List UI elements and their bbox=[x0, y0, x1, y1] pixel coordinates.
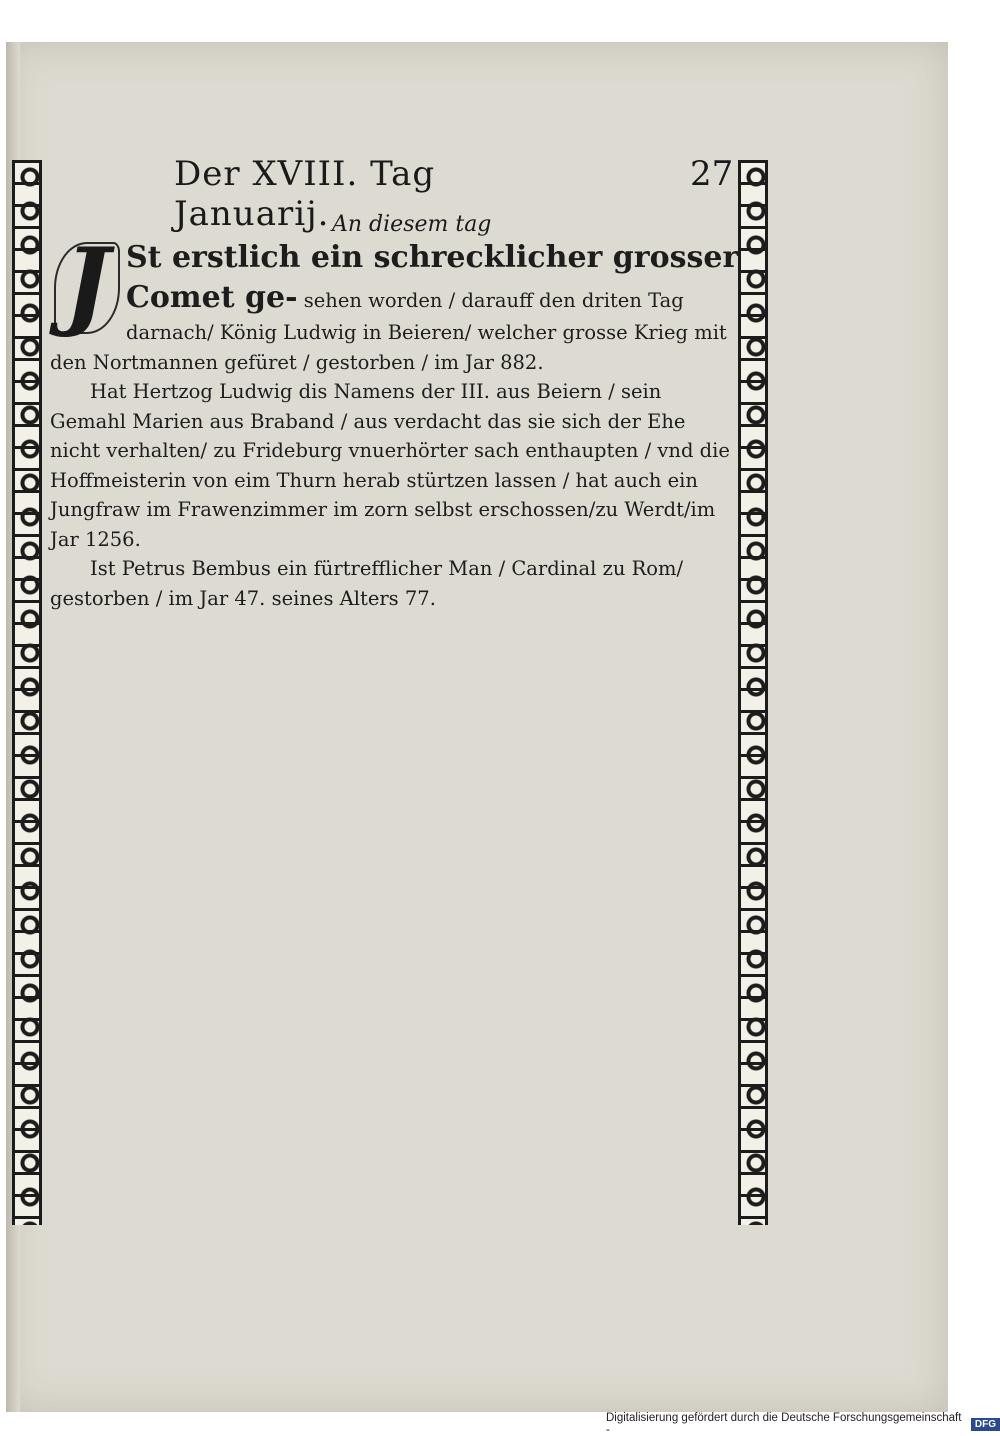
paragraph-1-first-line: St erstlich ein schrecklicher grosser Comet ge- bbox=[126, 240, 739, 315]
left-ornamental-border bbox=[12, 160, 42, 1225]
book-page bbox=[6, 42, 948, 1412]
page-title: Der XVIII. Tag Januarij. bbox=[174, 154, 436, 234]
footer-text: Digitalisierung gefördert durch die Deutsche Forschungsgemeinschaft - bbox=[606, 1412, 962, 1436]
subheading: An diesem tag bbox=[332, 212, 492, 237]
paragraph-1 bbox=[50, 238, 740, 377]
paragraph-1-rest: sehen worden / darauff den driten Tag darnach/ König Ludwig in Beieren/ welcher grosse Krieg mit den Nortmannen gefüret / gestorben / im Jar 882. bbox=[50, 289, 727, 374]
decorated-initial: J bbox=[54, 242, 120, 334]
right-ornamental-border bbox=[738, 160, 768, 1225]
page-number: 27 bbox=[690, 154, 734, 194]
funding-footer bbox=[606, 1414, 1000, 1434]
dfg-logo-icon: DFG bbox=[971, 1418, 1000, 1431]
paragraph-3: Ist Petrus Bembus ein fürtrefflicher Man / Cardinal zu Rom/ gestorben / im Jar 47. seines Alters 77. bbox=[50, 557, 684, 610]
paragraph-2: Hat Hertzog Ludwig dis Namens der III. aus Beiern / sein Gemahl Marien aus Braband / aus verdacht das sie sich der Ehe nicht verhalten/ zu Frideburg vnuerhörter sach enthaupten / vnd die Hoffmeisterin von eim Thurn herab stürtzen lassen / hat auch ein Jungfraw im Frawenzimmer im zorn selbst erschossen/zu Werdt/im Jar 1256. bbox=[50, 380, 730, 551]
body-text bbox=[50, 227, 740, 613]
